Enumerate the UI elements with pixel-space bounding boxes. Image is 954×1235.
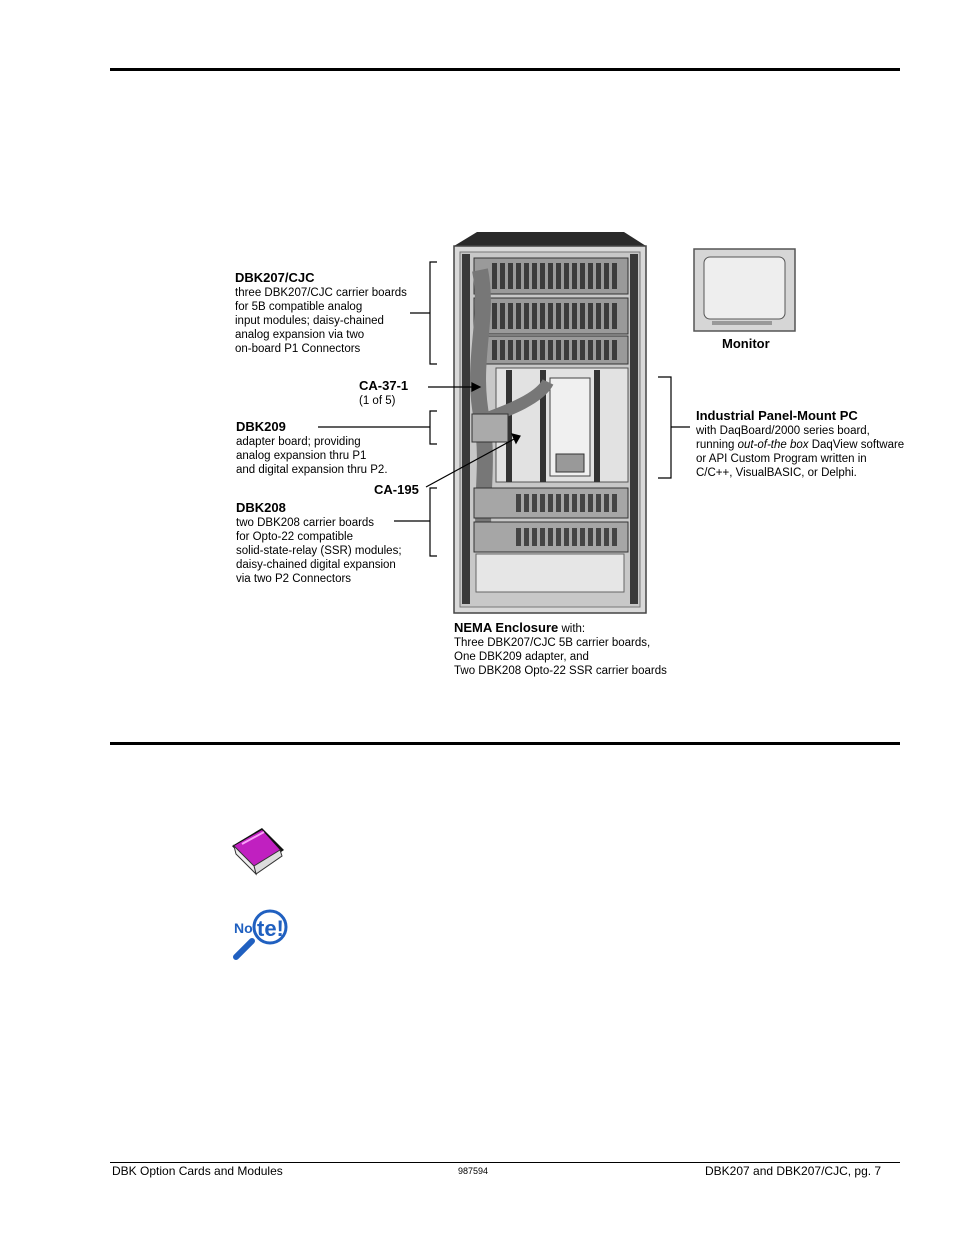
dbk209-label <box>236 419 388 477</box>
note-icon-text-large: te! <box>257 916 284 941</box>
note-icon-text: No <box>234 920 253 936</box>
dbk207-line: analog expansion via two <box>235 329 365 341</box>
dbk207-title: DBK207/CJC <box>235 270 315 285</box>
nema-title: NEMA Enclosure <box>454 620 559 635</box>
note-magnifier-icon <box>230 909 294 961</box>
nema-line: Two DBK208 Opto-22 SSR carrier boards <box>454 665 667 677</box>
dbk208-line: for Opto-22 compatible <box>236 531 353 543</box>
dbk208-label <box>236 500 402 586</box>
monitor-drawing <box>694 249 795 331</box>
nema-title-line <box>454 620 667 636</box>
ca195-label <box>374 482 419 498</box>
dbk208-title: DBK208 <box>236 500 286 515</box>
dbk209-line: adapter board; providing <box>236 436 361 448</box>
ca37-label <box>359 378 408 408</box>
nema-title-suffix: with: <box>558 623 586 635</box>
pc-title: Industrial Panel-Mount PC <box>696 408 858 423</box>
dbk209-line: analog expansion thru P1 <box>236 450 367 462</box>
dbk209-line: and digital expansion thru P2. <box>236 464 388 476</box>
nema-label <box>454 620 667 678</box>
dbk207-line: for 5B compatible analog <box>235 301 363 313</box>
ca195-title: CA-195 <box>374 482 419 497</box>
dbk207-line: three DBK207/CJC carrier boards <box>235 287 407 299</box>
pc-line <box>696 438 904 452</box>
nema-line: Three DBK207/CJC 5B carrier boards, <box>454 637 651 649</box>
reference-book-icon <box>228 824 288 880</box>
pc-label <box>696 408 904 480</box>
dbk208-line: daisy-chained digital expansion <box>236 559 396 571</box>
panel-pc-drawing <box>496 368 628 482</box>
monitor-label: Monitor <box>722 336 770 351</box>
dbk208-line: two DBK208 carrier boards <box>236 517 375 529</box>
pc-line-pre: running <box>696 439 738 451</box>
dbk207-line: input modules; daisy-chained <box>235 315 384 327</box>
pc-line: with DaqBoard/2000 series board, <box>696 425 870 437</box>
nema-line: One DBK209 adapter, and <box>454 651 589 663</box>
dbk207-line: on-board P1 Connectors <box>235 343 361 355</box>
dbk208-line: solid-state-relay (SSR) modules; <box>236 545 402 557</box>
ca37-title: CA-37-1 <box>359 378 409 393</box>
pc-line-post: DaqView software <box>808 439 905 451</box>
pc-line: or API Custom Program written in <box>696 453 867 465</box>
pc-line: C/C++, VisualBASIC, or Delphi. <box>696 467 857 479</box>
dbk207-label <box>235 270 407 356</box>
footer-center: 987594 <box>458 1166 489 1176</box>
footer-right: DBK207 and DBK207/CJC, pg. 7 <box>705 1164 882 1178</box>
dbk209-title: DBK209 <box>236 419 286 434</box>
ca37-sub: (1 of 5) <box>359 395 396 407</box>
dbk208-line: via two P2 Connectors <box>236 573 352 585</box>
footer-left: DBK Option Cards and Modules <box>112 1164 283 1178</box>
dbk207-boards-drawing <box>474 258 628 364</box>
pc-line-em: out-of-the box <box>737 439 809 451</box>
